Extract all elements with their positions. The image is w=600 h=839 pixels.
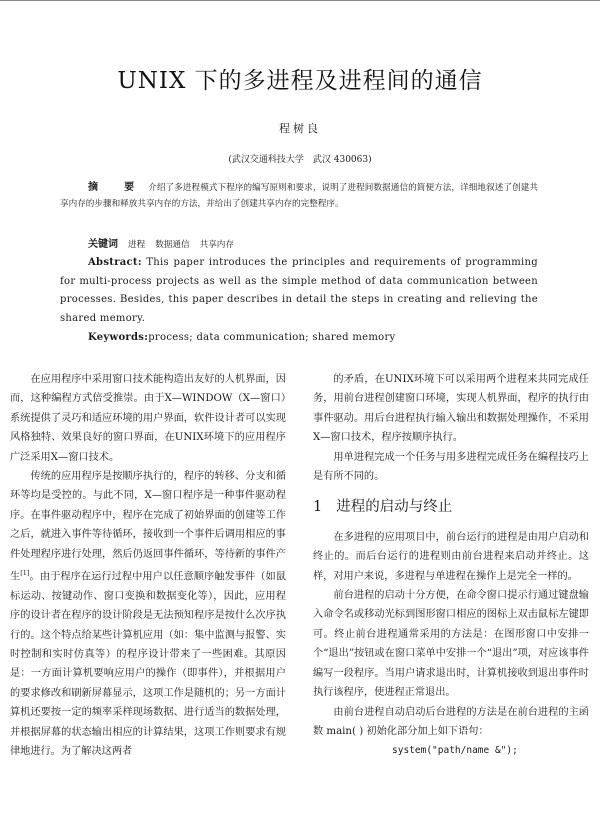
code-line: system("path/name &"); bbox=[392, 745, 518, 757]
abstract-en bbox=[60, 254, 538, 328]
keywords-en-text: process; data communication; shared memory bbox=[148, 332, 396, 343]
body-paragraph: 的矛盾，在UNIX环境下可以采用两个进程来共同完成任务，用前台进程创建窗口环境，实现人机界面，程序的执行由事件驱动。用后台进程执行输入输出和数据处理操作，不采用X—窗口技术，程序按顺序执行。 bbox=[313, 374, 589, 444]
section-number: 1 bbox=[313, 499, 323, 516]
body-paragraph: 用单进程完成一个任务与用多进程完成任务在编程技巧上是有所不同的。 bbox=[313, 451, 589, 483]
top-rule bbox=[0, 0, 600, 1]
keywords-zh-label: 关键词 bbox=[88, 239, 118, 250]
abstract-zh-label: 摘 要 bbox=[88, 182, 143, 193]
abstract-en-label: Abstract: bbox=[88, 257, 142, 268]
body-right-column bbox=[313, 370, 589, 761]
keyword-zh: 进程 bbox=[128, 240, 146, 250]
keyword-zh: 数据通信 bbox=[155, 240, 190, 250]
body-paragraph bbox=[10, 467, 286, 761]
section-title: 进程的启动与终止 bbox=[336, 499, 453, 516]
body-left-column bbox=[10, 370, 286, 762]
abstract-zh-text: 介绍了多进程模式下程序的编写原则和要求，说明了进程间数据通信的简便方法，详细地叙述了创建共享内存的步骤和释放共享内存的方法，并给出了创建共享内存的完整程序。 bbox=[60, 183, 538, 209]
abstract-en-text: This paper introduces the principles and requirements of programming for multi-process projects as well as the simple method of data communication between processes. Besides, this paper describes in detail the steps in creating and relieving the shared memory. bbox=[60, 257, 538, 324]
keywords-en-label: Keywords: bbox=[88, 332, 149, 343]
paragraph-text: 传统的应用程序是按顺序执行的，程序的转移、分支和循环等均是受控的。与此不同，X—窗口程序是一种事件驱动程序。在事件驱动程序中，程序在完成了初始界面的创建等工作之后，就进入事件等待循环，接收到一个事件后调用相应的事件处理程序进行处理，然后仍返回事件循环，等待新的事件产生 bbox=[10, 471, 286, 583]
keyword-zh: 共享内存 bbox=[199, 240, 234, 250]
citation-marker: [1] bbox=[20, 569, 30, 578]
abstract-zh bbox=[60, 180, 538, 212]
author: 程树良 bbox=[279, 122, 321, 135]
keywords-zh bbox=[88, 235, 244, 250]
affiliation: (武汉交通科技大学 武汉 430063) bbox=[228, 155, 372, 165]
section-heading bbox=[313, 498, 589, 517]
body-paragraph: 在多进程的应用项目中，前台运行的进程是由用户启动和终止的。而后台运行的进程则由前台进程来启动并终止。这样，对用户来说，多进程与单进程在操作上是完全一样的。 bbox=[313, 531, 589, 582]
body-paragraph: 在应用程序中采用窗口技术能构造出友好的人机界面，因而，这种编程方式倍受推崇。由于X—WINDOW（X—窗口）系统提供了灵巧和适应环境的用户界面，软件设计者可以实现风格独特、效果良好的窗口界面，在UNIX环境下的应用程序广泛采用X—窗口技术。 bbox=[10, 374, 286, 463]
paper-title: UNIX 下的多进程及进程间的通信 bbox=[117, 68, 483, 94]
body-paragraph: 前台进程的启动十分方便，在命令窗口提示行通过键盘输入命令名或移动光标到图形窗口相应的图标上双击鼠标左键即可。终止前台进程通常采用的方法是：在图形窗口中安排一个“退出”按钮或在窗口菜单中安排一个“退出”项，对应该事件编写一段程序。当用户请求退出时，计算机接收到退出事件时执行该程序，使进程正常退出。 bbox=[313, 590, 589, 699]
keywords-en bbox=[88, 332, 395, 343]
body-paragraph: 由前台进程自动启动后台进程的方法是在前台进程的主函数 main( ) 初始化部分加上如下语句： bbox=[313, 706, 589, 737]
paragraph-text: 。由于程序在运行过程中用户以任意顺序触发事件（如鼠标运动、按键动作、窗口变换和数据变化等），因此，应用程序的设计者在程序的设计阶段是无法预知程序是按什么次序执行的。这个特点给某些计算机应用（如：集中监测与报警、实时控制和实时仿真等）的程序设计带来了一些困难。其原因是：一方面计算机要响应用户的操作（即事件），并根据用户的要求修改和刷新屏幕显示，这项工作是随机的；另一方面计算机还要按一定的频率采样现场数据、进行适当的数据处理，并根据屏幕的状态输出相应的计算结果，这项工作则要求有规律地进行。为了解决这两者 bbox=[10, 571, 287, 758]
